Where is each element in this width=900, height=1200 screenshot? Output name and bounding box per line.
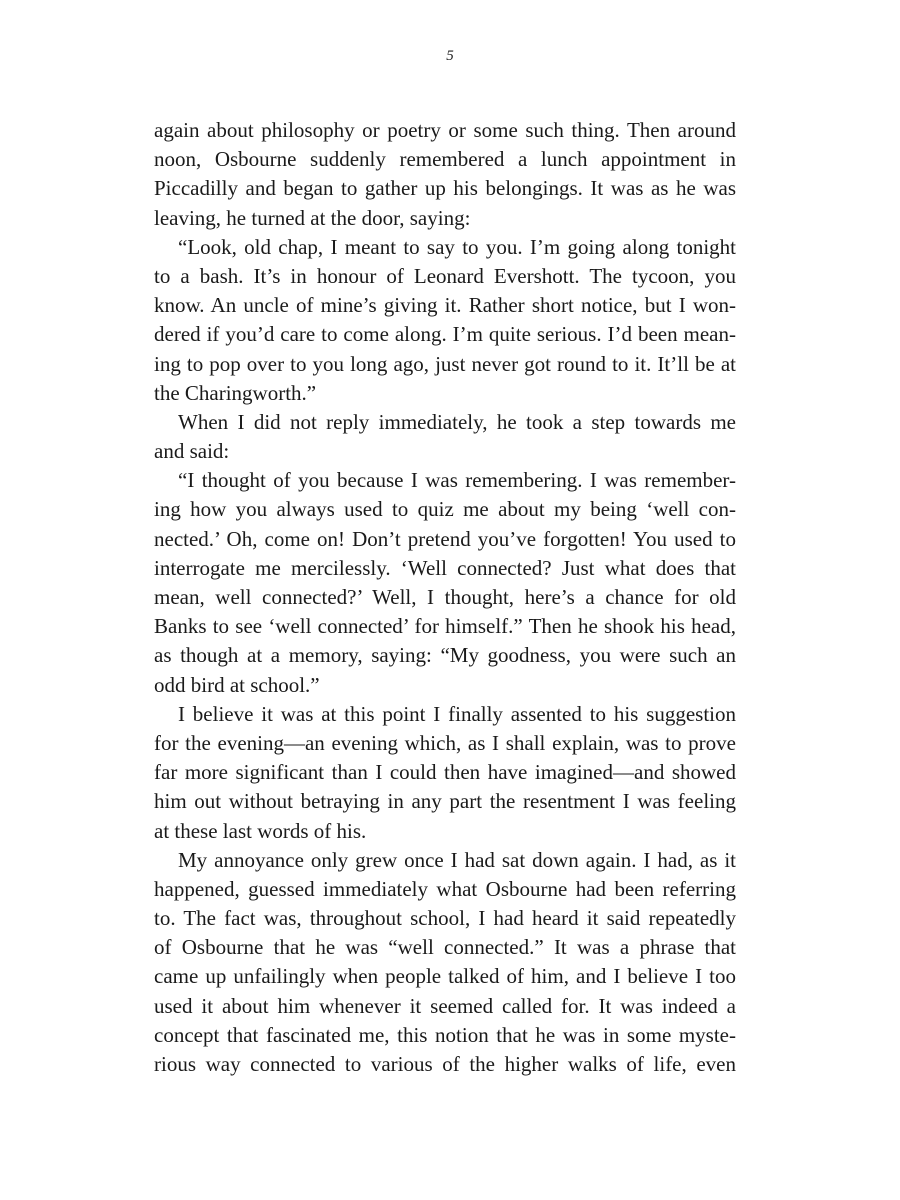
text-line: odd bird at school.” xyxy=(154,672,320,697)
text-line: I believe it was at this point I finally assented to his suggestion xyxy=(178,701,736,726)
text-line: used it about him whenever it seemed called for. It was indeed a xyxy=(154,993,736,1018)
text-line: When I did not reply immediately, he took a step towards me xyxy=(178,409,736,434)
text-line: concept that fascinated me, this notion that he was in some myste- xyxy=(154,1022,736,1047)
text-line: as though at a memory, saying: “My goodness, you were such an xyxy=(154,643,736,668)
text-line: My annoyance only grew once I had sat down again. I had, as it xyxy=(178,847,736,872)
text-line: to. The fact was, throughout school, I had heard it said repeatedly xyxy=(154,906,736,931)
text-line: ing how you always used to quiz me about my being ‘well con- xyxy=(154,497,736,522)
text-line: him out without betraying in any part the resentment I was feeling xyxy=(154,789,736,814)
text-line: noon, Osbourne suddenly remembered a lunch appointment in xyxy=(154,147,736,172)
text-line: far more significant than I could then have imagined—and showed xyxy=(154,760,736,785)
text-line: again about philosophy or poetry or some such thing. Then around xyxy=(154,118,736,142)
paragraph xyxy=(154,466,736,700)
text-line: mean, well connected?’ Well, I thought, here’s a chance for old xyxy=(154,585,736,609)
text-line: interrogate me mercilessly. ‘Well connected? Just what does that xyxy=(154,555,736,580)
text-line: and said: xyxy=(154,439,230,464)
text-line: happened, guessed immediately what Osbourne had been referring xyxy=(154,876,736,901)
text-line: to a bash. It’s in honour of Leonard Evershott. The tycoon, you xyxy=(154,263,736,288)
text-line: Piccadilly and began to gather up his belongings. It was as he was xyxy=(154,176,736,201)
text-line: dered if you’d care to come along. I’m quite serious. I’d been mean- xyxy=(154,322,736,347)
text-line: Banks to see ‘well connected’ for himself.” Then he shook his head, xyxy=(154,614,736,639)
text-line: “I thought of you because I was remembering. I was remember- xyxy=(178,468,736,493)
paragraph xyxy=(154,846,736,1080)
text-line: ing to pop over to you long ago, just never got round to it. It’ll be at xyxy=(154,351,736,376)
text-line: know. An uncle of mine’s giving it. Rather short notice, but I won- xyxy=(154,293,736,318)
paragraph xyxy=(154,408,736,466)
paragraph xyxy=(154,116,736,233)
text-line: for the evening—an evening which, as I shall explain, was to prove xyxy=(154,730,736,755)
text-line: of Osbourne that he was “well connected.” It was a phrase that xyxy=(154,935,736,960)
text-line: at these last words of his. xyxy=(154,818,367,843)
paragraph xyxy=(154,700,736,846)
text-line: leaving, he turned at the door, saying: xyxy=(154,205,471,230)
page-number: 5 xyxy=(446,48,454,64)
text-line: nected.’ Oh, come on! Don’t pretend you’ve forgotten! You used to xyxy=(154,526,736,551)
text-line: rious way connected to various of the higher walks of life, even xyxy=(154,1052,736,1076)
body-text xyxy=(154,116,736,1079)
paragraph xyxy=(154,233,736,408)
text-line: the Charingworth.” xyxy=(154,380,317,405)
text-line: “Look, old chap, I meant to say to you. I’m going along tonight xyxy=(178,234,736,259)
text-line: came up unfailingly when people talked of him, and I believe I too xyxy=(154,964,736,989)
